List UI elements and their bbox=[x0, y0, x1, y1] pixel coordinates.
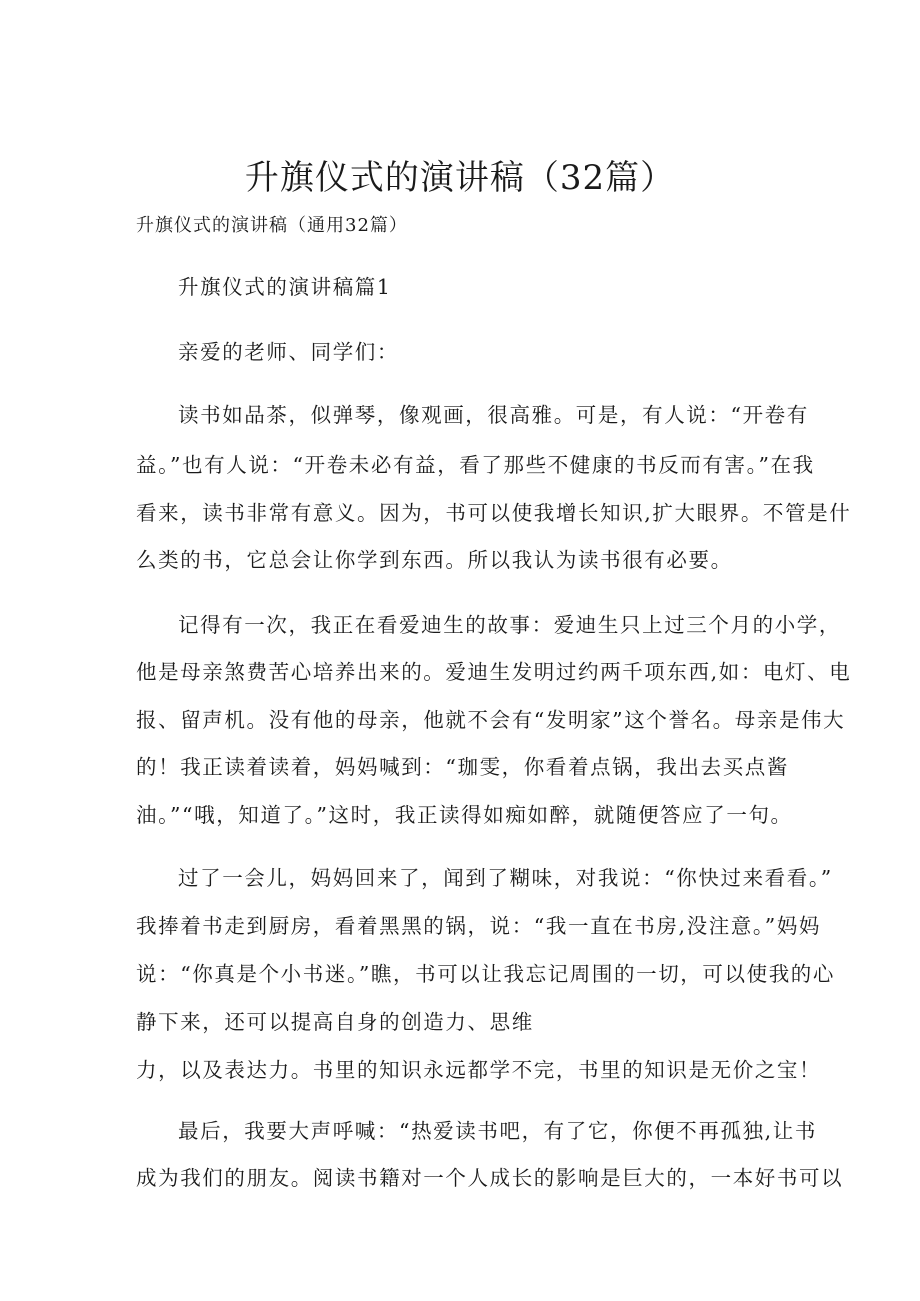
paragraph-2-line-3: 报、留声机。没有他的母亲，他就不会有“发明家”这个誉名。母亲是伟大 bbox=[136, 708, 846, 732]
paragraph-1-line-4: 么类的书，它总会让你学到东西。所以我认为读书很有必要。 bbox=[136, 548, 733, 572]
greeting: 亲爱的老师、同学们： bbox=[178, 340, 399, 364]
paragraph-4-line-2: 成为我们的朋友。阅读书籍对一个人成长的影响是巨大的，一本好书可以 bbox=[136, 1166, 844, 1190]
paragraph-4-line-1: 最后，我要大声呼喊：“热爱读书吧，有了它，你便不再孤独,让书 bbox=[178, 1119, 817, 1143]
paragraph-2-line-1: 记得有一次，我正在看爱迪生的故事：爱迪生只上过三个月的小学， bbox=[178, 613, 841, 637]
paragraph-1-line-1: 读书如品茶，似弹琴，像观画，很高雅。可是，有人说：“开卷有 bbox=[178, 403, 809, 427]
paragraph-1-line-2: 益。”也有人说：“开卷未必有益，看了那些不健康的书反而有害。”在我 bbox=[136, 453, 815, 477]
paragraph-1-line-3: 看来，读书非常有意义。因为，书可以使我增长知识,扩大眼界。不管是什 bbox=[136, 501, 852, 525]
paragraph-3-line-3: 说：“你真是个小书迷。”瞧，书可以让我忘记周围的一切，可以使我的心 bbox=[136, 962, 836, 986]
section-heading: 升旗仪式的演讲稿篇1 bbox=[178, 275, 392, 299]
document-subtitle: 升旗仪式的演讲稿（通用32篇） bbox=[136, 215, 408, 236]
paragraph-2-line-2: 他是母亲煞费苦心培养出来的。爱迪生发明过约两千项东西,如：电灯、电 bbox=[136, 660, 852, 684]
paragraph-2-line-5: 油。”“哦，知道了。”这时，我正读得如痴如醉，就随便答应了一句。 bbox=[136, 803, 793, 827]
paragraph-3-line-1: 过了一会儿，妈妈回来了，闻到了糊味，对我说：“你快过来看看。” bbox=[178, 866, 833, 890]
paragraph-3-line-5: 力，以及表达力。书里的知识永远都学不完，书里的知识是无价之宝！ bbox=[136, 1058, 822, 1082]
paragraph-3-line-2: 我捧着书走到厨房，看着黑黑的锅，说：“我一直在书房,没注意。”妈妈 bbox=[136, 914, 822, 938]
document-title: 升旗仪式的演讲稿（32篇） bbox=[244, 158, 676, 198]
paragraph-3-line-4: 静下来，还可以提高自身的创造力、思维 bbox=[136, 1010, 534, 1034]
paragraph-2-line-4: 的！我正读着读着，妈妈喊到：“珈雯，你看着点锅，我出去买点酱 bbox=[136, 755, 789, 779]
